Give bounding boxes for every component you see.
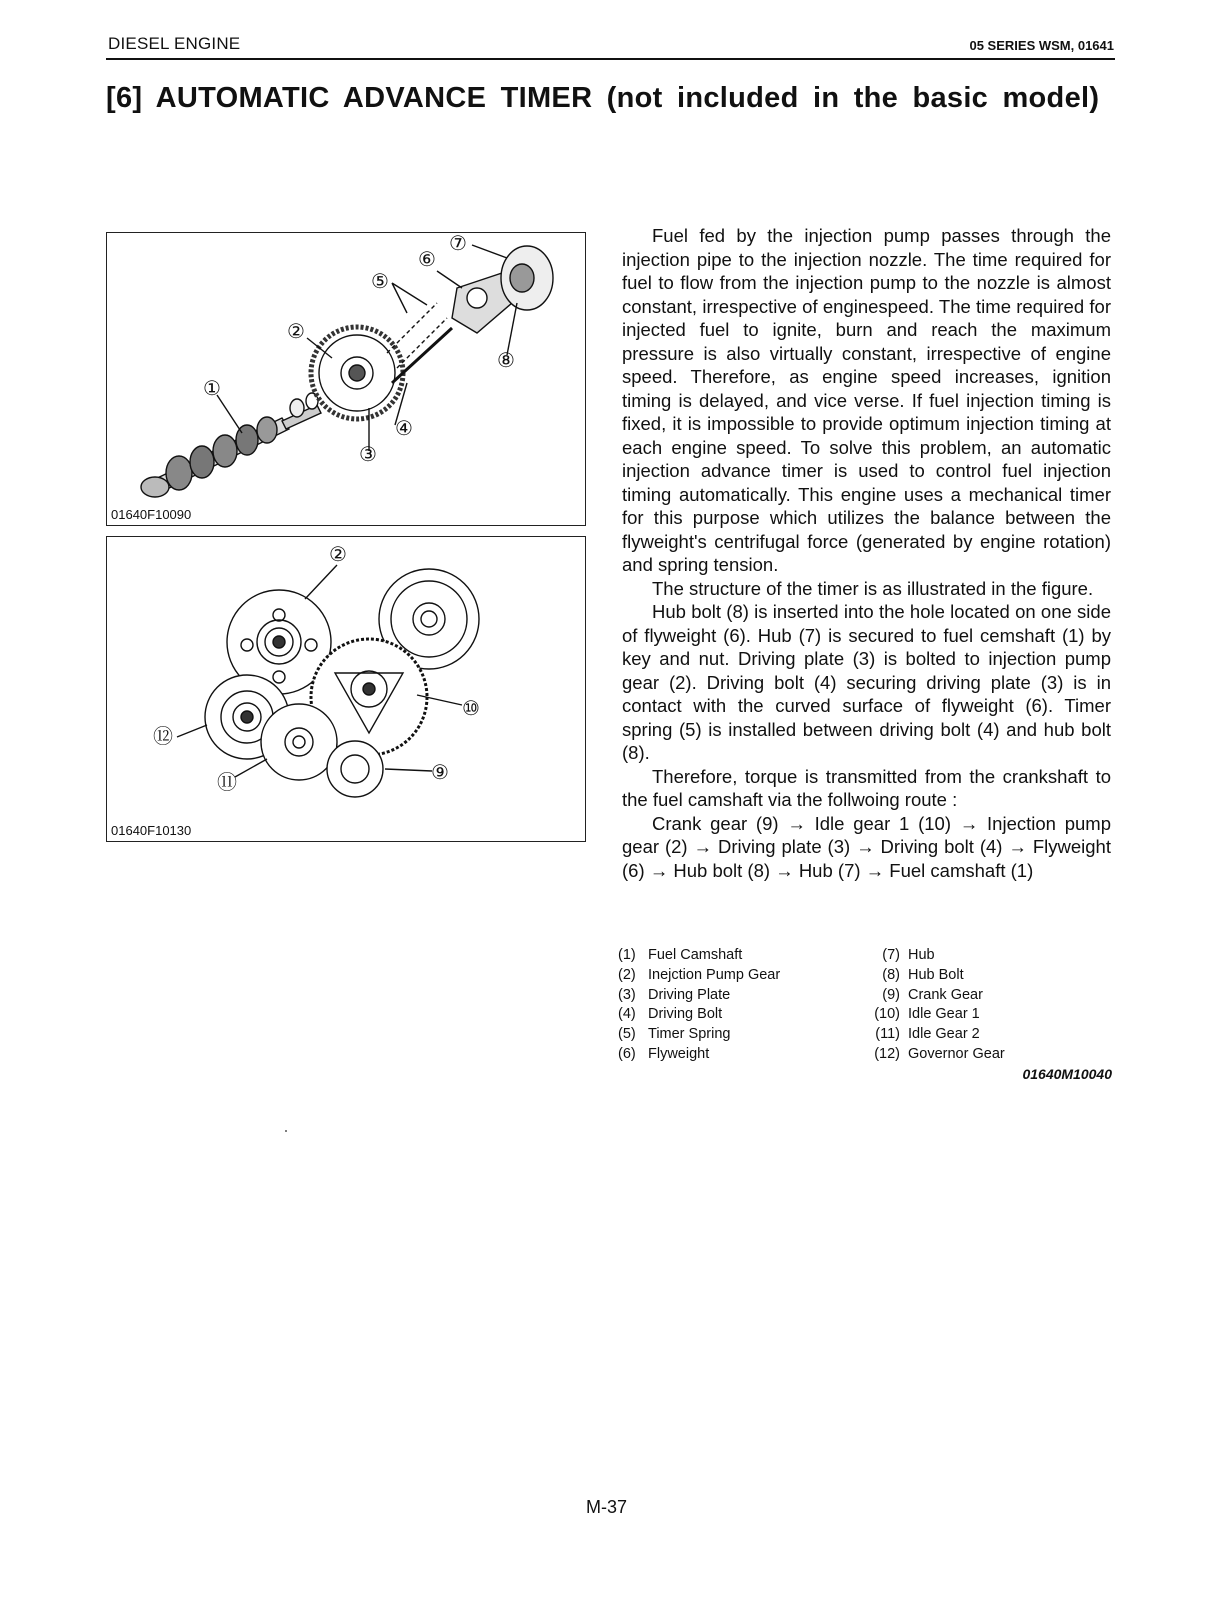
gear-callout-12: ⑫	[153, 724, 173, 748]
list-item: (1) Fuel Camshaft	[618, 947, 743, 963]
camshaft-drawing	[141, 405, 321, 497]
list-item: (11) Idle Gear 2	[875, 1026, 980, 1043]
list-item: (6) Flyweight	[618, 1045, 710, 1062]
parts-column-left	[618, 946, 858, 1065]
gear-callout-10: ⑩	[462, 696, 480, 720]
list-item: (9) Crank Gear	[882, 986, 983, 1003]
figure-gear-train	[106, 536, 586, 842]
paragraph: The structure of the timer is as illustrated in the figure.	[652, 577, 1094, 599]
parts-code: 01640M10040	[1022, 1066, 1112, 1082]
callout-6: ⑥	[418, 247, 436, 271]
manual-code: 05 SERIES WSM, 01641	[969, 38, 1114, 53]
torque-route: Crank gear (9) → Idle gear 1 (10) → Injection pump gear (2) → Driving plate (3) → Driving bolt (4) → Flyweight (6) → Hub bolt (8) → Hub (7) → Fuel camshaft (1)	[622, 812, 1111, 881]
figure-timer-exploded	[106, 232, 586, 526]
callout-5: ⑤	[371, 269, 389, 293]
callout-8: ⑧	[497, 348, 515, 372]
callout-1: ①	[203, 376, 221, 400]
page-number: M-37	[586, 1497, 628, 1517]
figure-code: 01640F10130	[111, 823, 195, 838]
list-item: (4) Driving Bolt	[618, 1006, 723, 1023]
parts-list	[618, 946, 1112, 1086]
paragraph: Hub bolt (8) is inserted into the hole located on one side of flyweight (6). Hub (7) is secured to fuel cemshaft (1) by key and nut. Driving plate (3) is bolted to injection pump gear (2). Driving bolt (4) securing driving plate (3) is in contact with the curved surface of flyweight (6). Timer spring (5) is installed between driving bolt (4) and hub bolt (8).	[622, 601, 1111, 763]
list-item: (10) Idle Gear 1	[874, 1006, 980, 1023]
callout-2: ②	[287, 319, 305, 343]
stray-dot	[285, 1130, 287, 1132]
callout-3: ③	[359, 442, 377, 466]
gear-train-illustration	[107, 537, 584, 840]
paragraph: Fuel fed by the injection pump passes through the injection pipe to the injection nozzle. The time required for fuel to flow from the injection pump to the nozzle is almost constant, irrespective of enginespeed. The time required for injected fuel to ignite, burn and reach the maximum pressure is also virtually constant, irrespective of engine speed. Therefore, as engine speed increases, ignition timing is delayed, and vice verse. If fuel injection timing is fixed, it is impossible to provide optimum injection timing at each engine speed. To solve this problem, an automatic injection advance timer is used to control fuel injection timing automatically. This engine uses a mechanical timer for this purpose which utilizes the balance between the flyweight's centrifugal force (generated by engine rotation) and spring tension.	[622, 225, 1111, 575]
body-text	[622, 224, 1111, 882]
callout-4: ④	[395, 416, 413, 440]
paragraph: Therefore, torque is transmitted from the crankshaft to the fuel camshaft via the follwoing route :	[622, 765, 1111, 810]
gear-callout-2: ②	[329, 542, 347, 566]
gear-callout-11: ⑪	[217, 770, 237, 794]
list-item: (5) Timer Spring	[618, 1026, 731, 1043]
callout-7: ⑦	[449, 233, 467, 255]
gear-callout-9: ⑨	[431, 760, 449, 784]
timer-exploded-illustration	[107, 233, 584, 524]
pump-gear-drawing	[311, 327, 403, 419]
figure-code: 01640F10090	[111, 507, 195, 522]
section-header: DIESEL ENGINE	[108, 34, 241, 53]
list-item: (12) Governor Gear	[874, 1045, 1005, 1062]
parts-column-right	[860, 946, 1112, 1065]
list-item: (2) Inejction Pump Gear	[618, 966, 781, 983]
header-rule	[106, 58, 1115, 60]
list-item: (7) Hub	[882, 947, 935, 963]
list-item: (3) Driving Plate	[618, 986, 731, 1003]
list-item: (8) Hub Bolt	[882, 966, 964, 983]
page-title: [6] AUTOMATIC ADVANCE TIMER (not included in the basic model)	[106, 82, 1100, 114]
